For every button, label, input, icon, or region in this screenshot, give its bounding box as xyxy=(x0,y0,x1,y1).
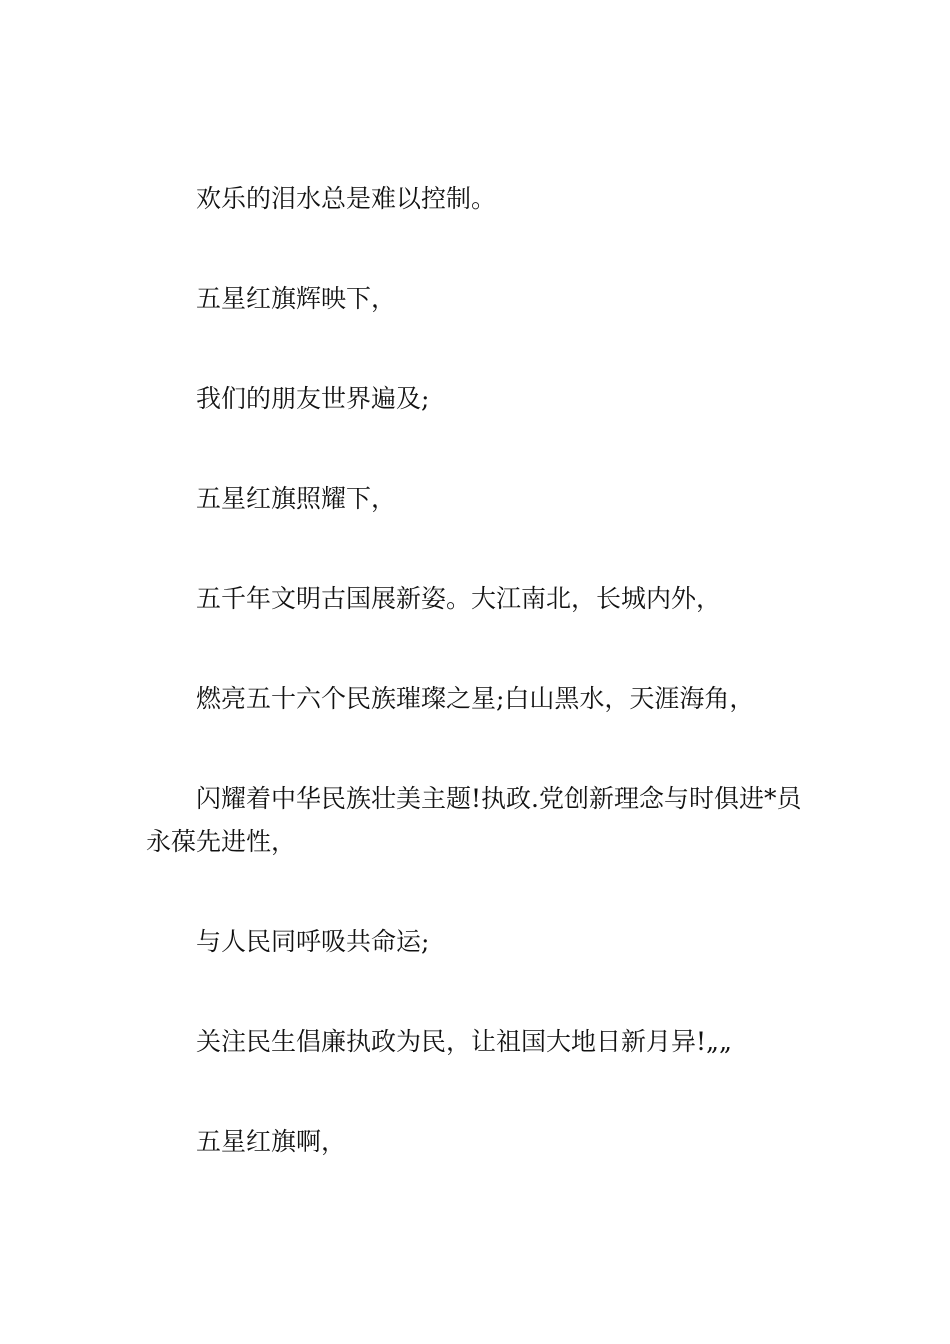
paragraph-10: 五星红旗啊， xyxy=(196,1127,347,1156)
paragraph-2: 五星红旗辉映下， xyxy=(196,284,397,313)
paragraph-6: 燃亮五十六个民族璀璨之星;白山黑水，天涯海角， xyxy=(196,684,755,713)
paragraph-7: 闪耀着中华民族壮美主题!执政.党创新理念与时俱进*员永葆先进性， xyxy=(146,784,802,856)
paragraph-3: 我们的朋友世界遍及; xyxy=(196,384,430,413)
paragraph-1: 欢乐的泪水总是难以控制。 xyxy=(196,184,497,213)
paragraph-4: 五星红旗照耀下， xyxy=(196,484,397,513)
paragraph-8: 与人民同呼吸共命运; xyxy=(196,927,430,956)
paragraph-9: 关注民生倡廉执政为民，让祖国大地日新月异!„„ xyxy=(196,1027,732,1056)
paragraph-5: 五千年文明古国展新姿。大江南北，长城内外， xyxy=(196,584,722,613)
